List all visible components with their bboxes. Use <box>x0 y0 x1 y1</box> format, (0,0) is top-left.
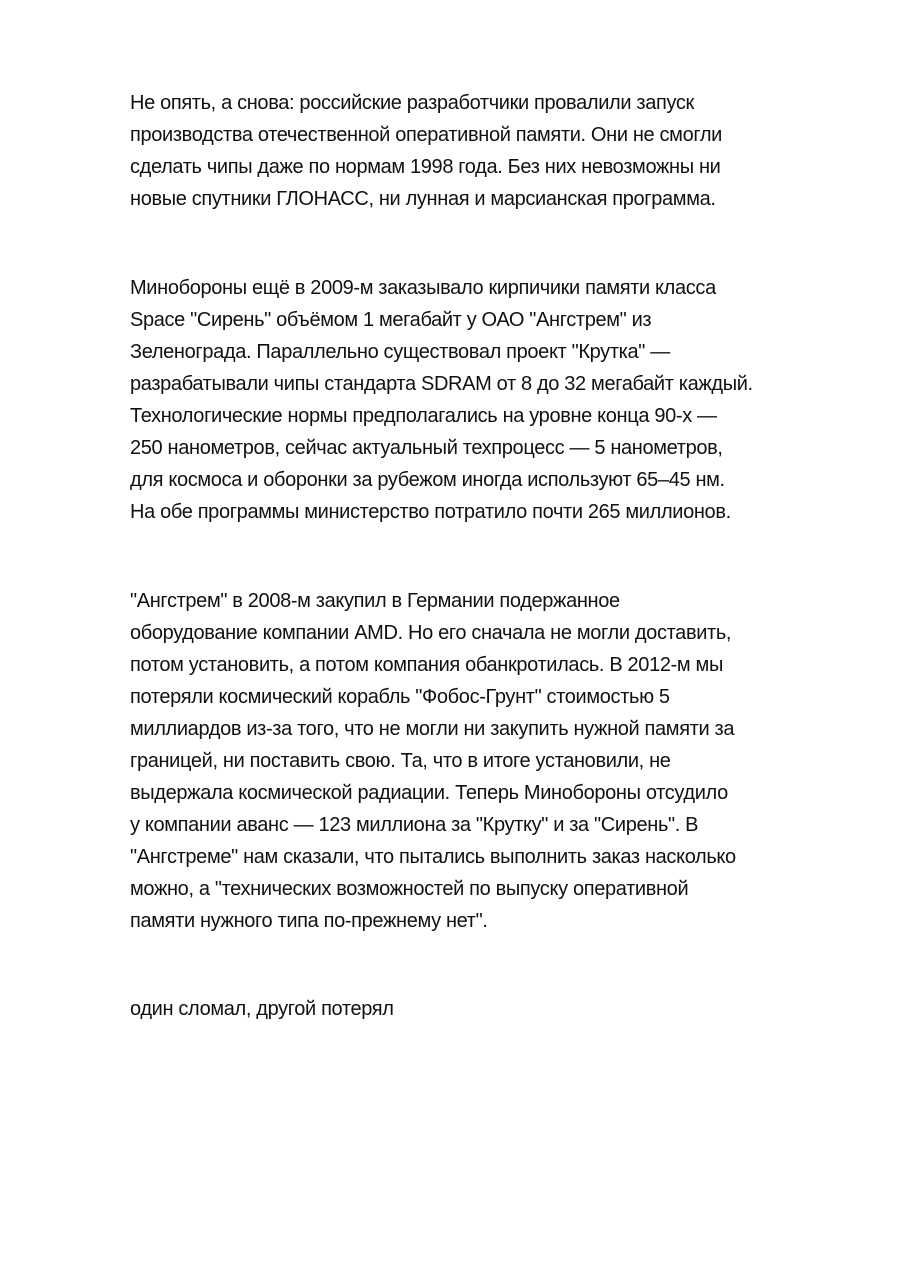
paragraph-2-line-4: разрабатывали чипы стандарта SDRAM от 8 до 32 мегабайт каждый. <box>130 373 753 395</box>
paragraph-2-line-7: для космоса и оборонки за рубежом иногда используют 65–45 нм. <box>130 469 725 491</box>
paragraph-3-line-1: "Ангстрем" в 2008-м закупил в Германии подержанное <box>130 590 620 612</box>
paragraph-3-line-2: оборудование компании AMD. Но его сначала не могли доставить, <box>130 622 732 644</box>
paragraph-3-line-3: потом установить, а потом компания обанкротилась. В 2012-м мы <box>130 654 723 676</box>
paragraph-2-line-3: Зеленограда. Параллельно существовал проект "Крутка" — <box>130 341 670 363</box>
paragraph-3-line-4: потеряли космический корабль "Фобос-Грунт" стоимостью 5 <box>130 686 670 708</box>
paragraph-2-line-5: Технологические нормы предполагались на уровне конца 90-х — <box>130 405 717 427</box>
paragraph-1-line-2: производства отечественной оперативной памяти. Они не смогли <box>130 124 722 146</box>
paragraph-4-line-1: один сломал, другой потерял <box>130 998 394 1020</box>
paragraph-1-line-4: новые спутники ГЛОНАСС, ни лунная и марсианская программа. <box>130 188 716 210</box>
paragraph-3-line-8: у компании аванс — 123 миллиона за "Крутку" и за "Сирень". В <box>130 814 699 836</box>
paragraph-2-line-1: Минобороны ещё в 2009-м заказывало кирпичики памяти класса <box>130 277 716 299</box>
paragraph-1-line-1: Не опять, а снова: российские разработчики провалили запуск <box>130 92 694 114</box>
paragraph-2-line-6: 250 нанометров, сейчас актуальный техпроцесс — 5 нанометров, <box>130 437 723 459</box>
paragraph-3-line-9: "Ангстреме" нам сказали, что пытались выполнить заказ насколько <box>130 846 736 868</box>
paragraph-3-line-5: миллиардов из-за того, что не могли ни закупить нужной памяти за <box>130 718 735 740</box>
paragraph-3-line-7: выдержала космической радиации. Теперь Минобороны отсудило <box>130 782 728 804</box>
paragraph-3-line-6: границей, ни поставить свою. Та, что в итоге установили, не <box>130 750 671 772</box>
paragraph-1-line-3: сделать чипы даже по нормам 1998 года. Без них невозможны ни <box>130 156 721 178</box>
paragraph-2-line-2: Space "Сирень" объёмом 1 мегабайт у ОАО "Ангстрем" из <box>130 309 652 331</box>
paragraph-3-line-11: памяти нужного типа по-прежнему нет". <box>130 910 488 932</box>
paragraph-2-line-8: На обе программы министерство потратило почти 265 миллионов. <box>130 501 731 523</box>
paragraph-3-line-10: можно, а "технических возможностей по выпуску оперативной <box>130 878 689 900</box>
